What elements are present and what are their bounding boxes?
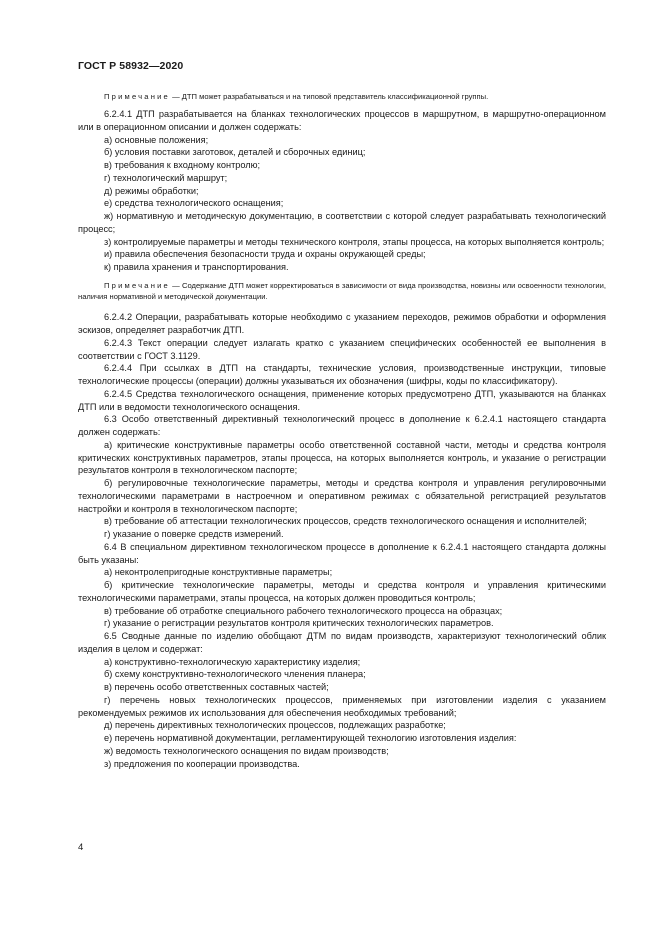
note-2 [78, 280, 606, 302]
document-header: ГОСТ Р 58932—2020 [78, 60, 184, 72]
page-number: 4 [78, 842, 84, 853]
list-item: а) критические конструктивные параметры особо ответственной составной части, методы и средства контроля критических конструктивных параметров, этапы процесса, на которых выполняется контроль, и указание о регистрации результатов контроля в технологическом паспорте; [78, 439, 606, 476]
note-label: Примечание [104, 92, 170, 101]
list-item: г) указание о регистрации результатов контроля критических технологических параметров. [104, 618, 494, 629]
paragraph: 6.5 Сводные данные по изделию обобщают ДТМ по видам производств, характеризуют технологический облик изделия в целом и содержат: [78, 631, 606, 654]
list-item: в) требование об отработке специального рабочего технологического процесса на образцах; [104, 605, 503, 616]
list-item: а) конструктивно-технологическую характеристику изделия; [104, 656, 361, 667]
list-item: д) перечень директивных технологических процессов, подлежащих разработке; [104, 720, 446, 731]
list-item: б) регулировочные технологические параметры, методы и средства контроля и управления регулировочными технологическими параметрами в настроечном и оперативном режимах с обязательной регистрацией результатов настройки и контроля в технологическом паспорте; [78, 478, 606, 514]
paragraph: 6.2.4.2 Операции, разрабатывать которые необходимо с указанием переходов, режимов обработки и оформления эскизов, определяет разработчик ДТП. [78, 312, 606, 336]
list-item: г) указание о поверке средств измерений. [104, 529, 284, 540]
document-body [78, 91, 606, 770]
paragraph: 6.2.4.3 Текст операции следует излагать кратко с указанием специфических особенностей ее выполнения в соответствии с ГОСТ 3.1129. [78, 337, 606, 361]
paragraph: 6.2.4.1 ДТП разрабатывается на бланках технологических процессов в маршрутном, в маршрутно-операционном или в операционном описании и должен содержать: [78, 109, 606, 132]
paragraph: 6.3 Особо ответственный директивный технологический процесс в дополнение к 6.2.4.1 настоящего стандарта должен содержать: [78, 414, 606, 438]
list-item: з) предложения по кооперации производства. [104, 758, 300, 769]
list-item: и) правила обеспечения безопасности труда и охраны окружающей среды; [104, 249, 426, 260]
note-1 [78, 91, 606, 102]
note-text: — ДТП может разрабатываться и на типовой представитель классификационной группы. [169, 92, 489, 101]
list-item: в) требования к входному контролю; [104, 160, 261, 171]
list-item: г) перечень новых технологических процессов, применяемых при изготовлении изделия с указанием рекомендуемых режимов их использования для обеспечения необходимых требований; [78, 694, 606, 718]
list-item: к) правила хранения и транспортирования. [104, 262, 289, 273]
paragraph: 6.2.4.5 Средства технологического оснащения, применение которых предусмотрено ДТП, указываются на бланках ДТП или в ведомости технологического оснащения. [78, 388, 606, 412]
list-item: б) критические технологические параметры, методы и средства контроля и управления критическими технологическими параметрами, этапы процесса, на которых должен проводиться контроль; [78, 580, 606, 603]
list-item: г) технологический маршрут; [104, 172, 228, 183]
list-item: б) условия поставки заготовок, деталей и сборочных единиц; [104, 147, 366, 158]
list-item: д) режимы обработки; [104, 185, 199, 196]
paragraph: 6.2.4.4 При ссылках в ДТП на стандарты, технические условия, производственные инструкции, типовые технологические процессы (операции) должны указываться их обозначения (шифры, коды по классификатору). [78, 363, 606, 387]
note-label: Примечание [104, 280, 170, 290]
list-item: е) средства технологического оснащения; [104, 198, 284, 209]
list-item: а) основные положения; [104, 134, 209, 145]
list-item: з) контролируемые параметры и методы технического контроля, этапы процесса, на которых выполняется контроль; [104, 236, 605, 247]
list-item: б) схему конструктивно-технологического членения планера; [104, 669, 366, 680]
note-text: — Содержание ДТП может корректироваться в зависимости от вида производства, новизны или освоенности технологии, наличия нормативной и методической документации. [78, 280, 606, 302]
paragraph: 6.4 В специальном директивном технологическом процессе в дополнение к 6.2.4.1 настоящего стандарта должны быть указаны: [78, 541, 606, 565]
list-item: в) перечень особо ответственных составных частей; [104, 682, 329, 693]
list-item: ж) ведомость технологического оснащения по видам производств; [104, 745, 389, 756]
list-item: в) требование об аттестации технологических процессов, средств технологического оснащения и исполнителей; [104, 516, 587, 527]
list-item: е) перечень нормативной документации, регламентирующей технологию изготовления изделия: [104, 733, 517, 744]
list-item: ж) нормативную и методическую документацию, в соответствии с которой следует разрабатывать технологический процесс; [78, 211, 606, 234]
list-item: а) неконтролепригодные конструктивные параметры; [104, 567, 333, 578]
